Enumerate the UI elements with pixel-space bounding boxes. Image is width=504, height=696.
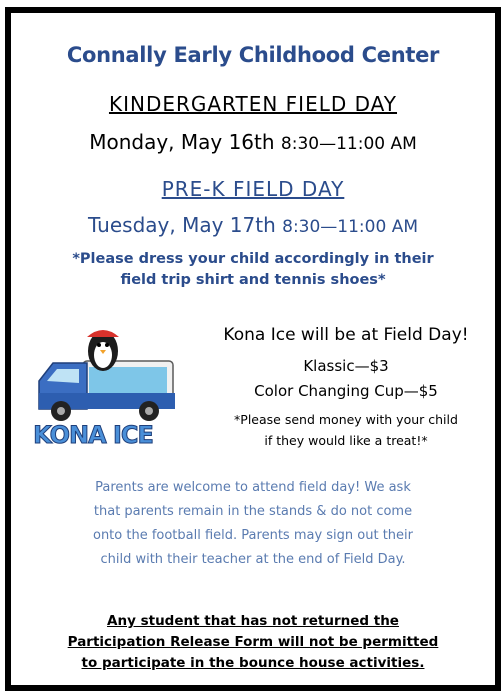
parents-note-line: child with their teacher at the end of Field Day. [100, 552, 406, 567]
kona-logo-text: KONA ICE [33, 421, 153, 449]
prek-date-line [11, 213, 495, 237]
prek-date: Tuesday, May 17th [88, 213, 276, 237]
dress-note-line: field trip shirt and tennis shoes* [120, 272, 386, 288]
kona-note [181, 409, 504, 451]
kindergarten-date: Monday, May 16th [89, 130, 275, 154]
flyer-frame [5, 7, 501, 691]
parents-note-line: Parents are welcome to attend field day! We ask [95, 480, 411, 495]
kona-price-color-cup: Color Changing Cup—$5 [254, 382, 438, 400]
warning-line: Participation Release Form will not be permitted [67, 634, 439, 650]
warning-line: to participate in the bounce house activities. [81, 655, 425, 671]
parents-note-line: onto the football field. Parents may sign out their [92, 528, 413, 543]
kona-headline: Kona Ice will be at Field Day! [223, 325, 469, 345]
parents-note [11, 476, 495, 572]
kona-note-line: *Please send money with your child [234, 412, 458, 427]
warning-line: Any student that has not returned the [107, 613, 399, 629]
parents-note-line: that parents remain in the stands & do not come [93, 504, 413, 519]
prek-heading: PRE-K FIELD DAY [161, 177, 345, 201]
dress-note-line: *Please dress your child accordingly in their [72, 251, 434, 267]
kindergarten-heading: KINDERGARTEN FIELD DAY [108, 92, 398, 116]
school-title: Connally Early Childhood Center [66, 43, 440, 67]
truck-window [89, 367, 167, 393]
kindergarten-time: 8:30—11:00 AM [280, 134, 417, 154]
penguin-cap [87, 330, 119, 337]
kona-ice-truck-logo [31, 323, 181, 453]
kindergarten-date-line [11, 130, 495, 154]
kona-price-klassic: Klassic—$3 [303, 357, 389, 375]
kona-note-line: if they would like a treat!* [264, 433, 428, 448]
dress-note [11, 249, 495, 291]
release-form-warning [11, 611, 495, 674]
prek-time: 8:30—11:00 AM [282, 217, 418, 237]
